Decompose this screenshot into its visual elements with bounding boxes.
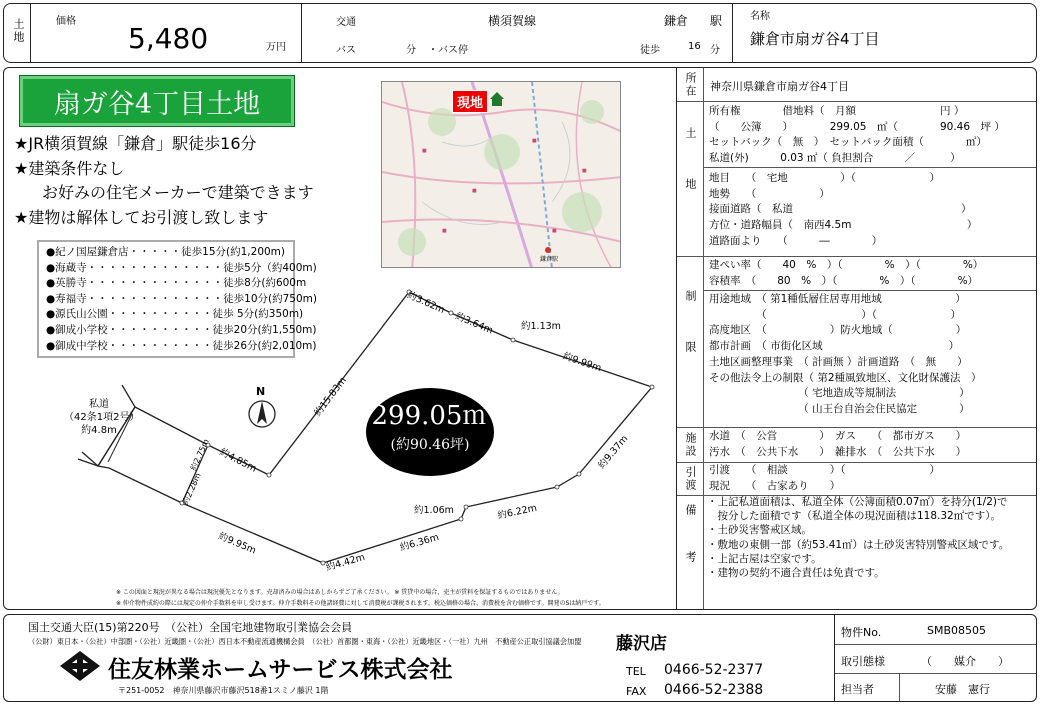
land-info — [709, 171, 977, 250]
line-name: 横須賀線 — [488, 14, 537, 28]
facility-line: 水道 （ 公営 ） ガス （ 都市ガス ） — [709, 430, 967, 442]
tel-number[interactable]: 0466-52-2377 — [664, 662, 764, 678]
lot-plan — [4, 68, 676, 608]
label-column-divider — [703, 68, 704, 609]
nearby-item: ●御成小学校・・・・・・・・・・徒歩20分(約1,550m) — [46, 323, 317, 336]
feature-line: ★建築条件なし — [14, 159, 125, 178]
land-section-label: 土地 — [684, 127, 697, 229]
name-label: 名称 — [750, 11, 770, 22]
facility-line: 汚水 （ 公共下水 ） 雑排水 （ 公共下水 ） — [709, 445, 967, 458]
segment-label: 約1.06m — [414, 505, 454, 516]
bus-stop: ・バス停 — [428, 45, 468, 56]
feature-line: ★JR横須賀線「鎌倉」駅徒歩16分 — [14, 134, 257, 153]
restriction-line: 都市計画 （ 市街化区域 ） — [709, 340, 960, 353]
remark-line: 按分した面積です（私道全体の現況面積は118.32㎡です）。 — [707, 510, 1001, 523]
segment-label: 約4.85m — [217, 446, 259, 475]
land-line: 道路面より （ ― ） — [709, 234, 883, 247]
segment-label: 約6.22m — [496, 502, 538, 522]
handover-line: 現況 （ 古家あり ） — [709, 479, 841, 492]
transaction-mode-label: 取引態様 — [841, 655, 885, 668]
property-no-label: 物件No. — [841, 626, 882, 639]
land-line: 方位・道路幅員（ 南西4.5m ） — [709, 219, 978, 232]
area-tsubo: (約90.46坪) — [390, 437, 470, 453]
station-suffix: 駅 — [710, 14, 723, 28]
row-divider — [677, 101, 1036, 102]
svg-text:■: ■ — [552, 228, 557, 234]
restriction-info — [709, 292, 982, 418]
land-info — [709, 104, 1005, 167]
transaction-mode: （ 媒介 ） — [921, 655, 1009, 668]
segment-label: 約9.95m — [216, 530, 258, 557]
restriction-section-label: 制限 — [684, 290, 697, 392]
price-unit: 万円 — [266, 42, 286, 53]
remark-line: ・土砂災害警戒区域。 — [707, 524, 812, 537]
walk-minutes: 16 — [688, 41, 701, 52]
tel-label: TEL — [626, 665, 646, 678]
facility-section-label: 施設 — [684, 431, 697, 458]
station-name: 鎌倉 — [664, 14, 689, 28]
disclaimer: ※ この図面と現況が異なる場合は現況優先となります。売却済みの場合はあしからずご了承ください。 ※ 賃貸中の場合、売主が賃料を保証するものではありません。 — [116, 589, 564, 596]
nearby-item: ●御成中学校・・・・・・・・・・徒歩26分(約2,010m) — [46, 339, 317, 352]
land-line: （ 公簿 ） 299.05 ㎡（ 90.46 坪 ） — [709, 120, 1005, 133]
row-divider — [677, 427, 1036, 428]
area-sqm: 299.05㎡ — [371, 401, 489, 431]
nearby-item: ●寿福寺・・・・・・・・・・・・・徒歩10分(約750m) — [46, 292, 317, 305]
divider — [30, 4, 31, 62]
company-logo-icon — [60, 651, 100, 681]
land-line: 所有権 借地料（ 月額 円 ） — [709, 105, 965, 117]
company-name: 住友林業ホームサービス株式会社 — [108, 657, 453, 683]
fax-number: 0466-52-2388 — [664, 682, 764, 698]
handover-line: 引渡 （ 相談 ）（ ） — [709, 464, 940, 476]
bus-label: バス — [336, 45, 356, 56]
svg-text:■: ■ — [472, 188, 477, 194]
promo-title: 扇ガ谷4丁目土地 — [53, 88, 261, 120]
location-label: 所在 — [684, 71, 697, 98]
land-line: 地目 （ 宅地 ）（ ） — [709, 172, 940, 184]
land-category-label: 土地 — [12, 18, 25, 44]
segment-label: 約2.28m — [180, 471, 203, 507]
row-divider — [835, 673, 1036, 674]
segment-label: 約1.13m — [521, 321, 561, 332]
disclaimer: ※ 仲介物件成約の際には規定の仲介手数料を申し受けます。仲介手数料その他諸経費に対して消費税が課税されます。税込価格の場合、消費税を含む価格です。開発のSは納戸です。 — [116, 600, 605, 607]
remark-line: ・敷地の東側一部（約53.41㎡）は土砂災害特別警戒区域です。 — [707, 538, 1010, 551]
restriction-line: その他法令上の制限（ 第2種風致地区、文化財保護法 ） — [709, 371, 982, 384]
restriction-line: （ 宅地造成等規制法 ） — [709, 387, 970, 400]
north-label: N — [256, 385, 266, 398]
segment-label: 約9.37m — [596, 433, 631, 471]
restriction-line: 高度地区 （ ）防火地域（ ） — [709, 324, 967, 337]
nearby-item: ●英勝寺・・・・・・・・・・・・・徒歩8分(約600m — [46, 277, 307, 290]
segment-label: 約9.99m — [561, 350, 603, 375]
svg-text:■: ■ — [422, 148, 427, 154]
segment-label: 約3.62m — [405, 289, 447, 317]
price-label: 価格 — [56, 16, 76, 27]
branch-name: 藤沢店 — [616, 634, 667, 654]
divider — [301, 4, 302, 62]
company-address: 〒251-0052 神奈川県藤沢市藤沢518番1スミノ藤沢 1階 — [118, 686, 329, 695]
land-line: 接面道路（ 私道 ） — [709, 203, 972, 216]
segment-label: 約3.64m — [453, 310, 495, 337]
footer-bar — [3, 614, 1037, 702]
restriction-line: （ 山王台自治会住民協定 ） — [709, 402, 970, 415]
details-table — [676, 68, 1036, 609]
remark-line: ・建物の契約不適合責任は免責です。 — [707, 567, 885, 580]
staff-label: 担当者 — [841, 683, 874, 696]
handover-info — [709, 463, 940, 494]
restriction-line: 建ぺい率（ 40 % ）（ % ）（ %） — [709, 259, 984, 271]
main-panel — [3, 67, 1037, 610]
association-text: （公財）東日本・（公社）中部圏・（公社）近畿圏・（公社）西日本不動産流通機構会員 （公社）首都圏・東海・（公社）近畿地区・（一社）九州 不動産公正取引協議会加盟 — [28, 637, 582, 646]
facility-info — [709, 429, 966, 460]
restriction-line: 容積率 （ 80 % ）（ % ）（ %） — [709, 274, 979, 287]
bus-minutes: 分 — [406, 45, 416, 56]
row-divider — [677, 256, 1036, 257]
walk-label: 徒歩 — [640, 45, 660, 56]
column-divider — [899, 673, 900, 701]
restriction-line: 用途地域 （ 第1種低層住居専用地域 ） — [709, 293, 966, 305]
segment-label: 約4.42m — [324, 551, 367, 574]
road-edge — [78, 459, 98, 466]
remark-line: ・上記私道面積は、私道全体（公簿面積0.07㎡）を持分(1/2)で — [707, 496, 1008, 508]
nearby-item: ●源氏山公園・・・・・・・・・・徒歩 5分(約350m) — [46, 308, 304, 321]
map-station-label: 鎌倉駅 — [540, 256, 559, 263]
svg-text:■: ■ — [532, 138, 537, 144]
sub-divider — [703, 290, 1036, 291]
divider — [732, 4, 733, 62]
segment-label: 約6.36m — [398, 531, 441, 554]
restriction-info — [709, 258, 983, 289]
price-value: 5,480 — [128, 22, 209, 55]
sub-divider — [703, 167, 1036, 168]
property-name: 鎌倉市扇ガ谷4丁目 — [750, 30, 880, 48]
land-line: セットバック（ 無 ） セットバック面積（ ㎡） — [709, 136, 987, 149]
land-line: 私道(外) 0.03 ㎡（ 負担割合 ／ ） — [709, 152, 961, 165]
transport-label: 交通 — [336, 17, 356, 28]
svg-text:■: ■ — [582, 168, 587, 174]
header-bar — [3, 3, 1037, 63]
road-label: 私道 （42条1項2号） 約4.8m — [64, 399, 140, 436]
row-divider — [835, 644, 1036, 645]
staff-name: 安藤 憲行 — [935, 683, 990, 696]
walk-unit: 分 — [710, 45, 720, 56]
segment-label: 約2.75m — [188, 437, 211, 473]
license-text: 国土交通大臣(15)第220号 （公社）全国宅地建物取引業協会会員 — [28, 621, 353, 634]
remarks-info — [707, 495, 1009, 580]
nearby-item: ●海蔵寺・・・・・・・・・・・・・徒歩5分（約400m) — [46, 261, 317, 274]
restriction-line: 土地区画整理事業 （ 計画無 ）計画道路 （ 無 ） — [709, 355, 968, 368]
restriction-line: （ ）（ ） — [709, 308, 961, 321]
location-value: 神奈川県鎌倉市扇ガ谷4丁目 — [710, 80, 849, 93]
info-table — [834, 615, 1036, 701]
map-marker-label: 現地 — [452, 90, 488, 113]
remarks-section-label: 備考 — [684, 504, 697, 598]
land-line: 地勢 （ ） — [709, 187, 830, 200]
segment-label: 約15.83m — [312, 375, 349, 419]
property-no: SMB08505 — [927, 624, 987, 637]
handover-section-label: 引渡 — [684, 465, 697, 492]
fax-label: FAX — [626, 685, 647, 698]
nearby-item: ●紀ノ国屋鎌倉店・・・・・徒歩15分(約1,200m) — [46, 246, 286, 258]
feature-line: お好みの住宅メーカーで建築できます — [42, 183, 314, 202]
remark-line: ・上記古屋は空家です。 — [707, 552, 822, 565]
svg-text:■: ■ — [442, 228, 447, 234]
feature-line: ★建物は解体してお引渡し致します — [14, 208, 269, 227]
